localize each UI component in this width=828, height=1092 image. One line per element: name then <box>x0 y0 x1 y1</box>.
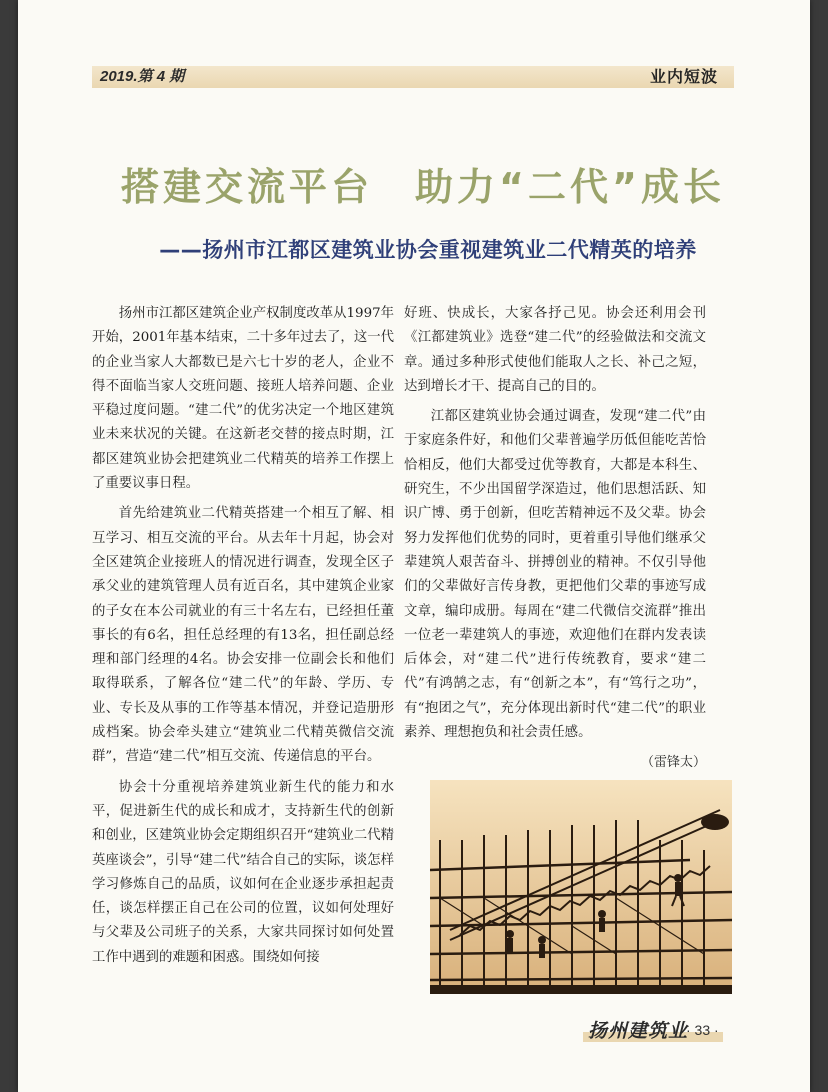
section-label: 业内短波 <box>649 67 718 86</box>
construction-scaffold-image <box>430 780 732 994</box>
paragraph: 扬州市江都区建筑企业产权制度改革从1997年开始，2001年基本结束，二十多年过去了，这一代的企业当家人大都数已是六七十岁的老人，企业不得不面临当家人交班问题、接班人培养问题、企业平稳过度问题。“建二代”的优劣决定一个地区建筑业未来状况的关键。在这新老交替的接点时期，江都区建筑业协会把建筑业二代精英的培养工作摆上了重要议事日程。 <box>92 306 394 492</box>
text-column-right <box>404 302 706 776</box>
paragraph-continued: 好班、快成长，大家各抒己见。协会还利用会刊《江都建筑业》选登“建二代”的经验做法和交流文章。通过多种形式使他们能取人之长、补己之短，达到增长才干、提高自己的目的。 <box>404 306 706 394</box>
paragraph: 协会十分重视培养建筑业新生代的能力和水平，促进新生代的成长和成才，支持新生代的创新和创业，区建筑业协会定期组织召开“建筑业二代精英座谈会”，引导“建二代”结合自己的实际，谈怎样学习修炼自己的品质，议如何在企业逐步承担起责任，谈怎样摆正自己在公司的位置，议如何处理好与父辈及公司班子的关系，大家共同探讨如何处置工作中遇到的难题和困惑。围绕如何接 <box>92 779 394 965</box>
paragraph: 江都区建筑业协会通过调查，发现“建二代”由于家庭条件好，和他们父辈普遍学历低但能吃苦恰恰相反，他们大都受过优等教育，大都是本科生、研究生，不少出国留学深造过，他们思想活跃、知识广博、勇于创新，但吃苦精神远不及父辈。协会努力发挥他们优势的同时，更着重引导他们继承父辈建筑人艰苦奋斗、拼搏创业的精神。不仅引导他们的父辈做好言传身教，更把他们父辈的事迹写成文章，编印成册。每周在“建二代微信交流群”推出一位老一辈建筑人的事迹，欢迎他们在群内发表读后体会，对“建二代”进行传统教育，要求“建二代”有鸿鹄之志，有“创新之本”，有“笃行之功”，有“抱团之气”，充分体现出新时代“建二代”的职业素养、理想抱负和社会责任感。 <box>404 409 706 741</box>
text-column-left <box>92 302 394 976</box>
article-subtitle: ——扬州市江都区建筑业协会重视建筑业二代精英的培养 <box>159 238 697 262</box>
issue-label: 2019.第 4 期 <box>100 68 185 85</box>
header-band <box>92 66 734 88</box>
magazine-page <box>18 0 810 1092</box>
magazine-logo: 扬州建筑业 <box>588 1020 689 1042</box>
article-title: 搭建交流平台 助力“二代”成长 <box>121 165 725 209</box>
page-number: · 33 · <box>686 1022 719 1038</box>
author-byline: （雷锋太） <box>640 755 706 771</box>
paragraph: 首先给建筑业二代精英搭建一个相互了解、相互学习、相互交流的平台。从去年十月起，协会对全区建筑企业接班人的情况进行调查，发现全区子承父业的建筑管理人员有近百名，其中建筑企业家的子女在本公司就业的有三十名左右，已经担任董事长的有6名，担任总经理的有13名，担任副总经理和部门经理的4名。协会安排一位副会长和他们取得联系，了解各位“建二代”的年龄、学历、专业、专长及从事的工作等基本情况，并登记造册形成档案。协会牵头建立“建筑业二代精英微信交流群”，营造“建二代”相互交流、传递信息的平台。 <box>92 506 394 765</box>
construction-photo <box>430 780 732 994</box>
